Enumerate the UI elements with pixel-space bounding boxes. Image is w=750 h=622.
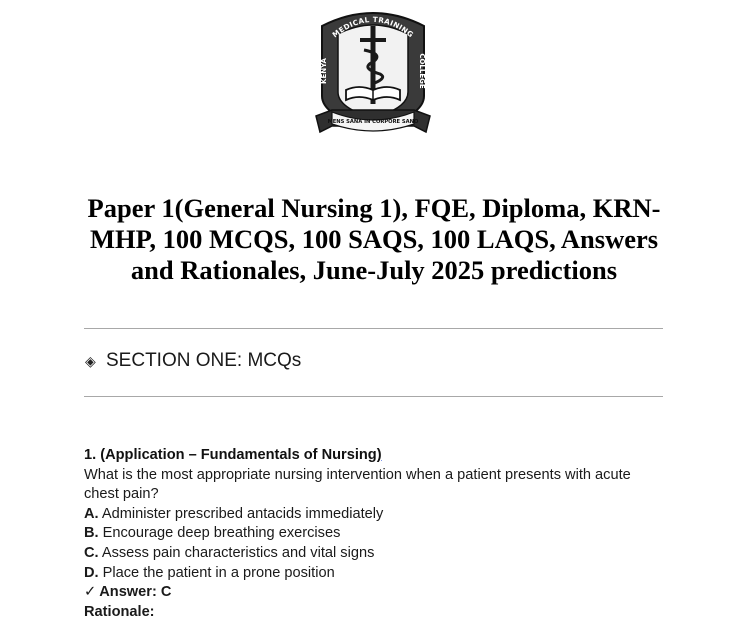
diamond-icon: ◈ — [85, 352, 96, 369]
option-text: Place the patient in a prone position — [98, 564, 335, 581]
option-text: Administer prescribed antacids immediately — [98, 505, 384, 522]
logo-right-text: COLLEGE — [418, 53, 426, 89]
option-b — [84, 524, 664, 544]
rationale-label: Rationale: — [84, 603, 155, 620]
question-heading-text: 1. (Application – Fundamentals of Nursing — [84, 447, 377, 463]
divider-top — [84, 328, 663, 329]
option-letter: C. — [84, 544, 99, 561]
section-heading — [85, 348, 301, 374]
question-heading-close: ) — [376, 447, 382, 463]
option-c — [84, 544, 664, 564]
question-text: What is the most appropriate nursing intervention when a patient presents with acute chest pain? — [84, 466, 631, 503]
logo-top-text: MEDICAL TRAINING — [330, 14, 416, 40]
option-letter: B. — [84, 525, 99, 542]
svg-text:KENYA — [320, 57, 328, 84]
document-title: Paper 1(General Nursing 1), FQE, Diploma, KRN-MHP, 100 MCQS, 100 SAQS, 100 LAQS, Answers and Rationales, June-July 2025 predictions — [87, 193, 661, 285]
option-a — [84, 505, 664, 525]
question-heading — [84, 446, 664, 466]
option-text: Encourage deep breathing exercises — [98, 525, 341, 542]
section-label: SECTION ONE: MCQs — [106, 350, 302, 371]
answer-line — [84, 583, 664, 603]
svg-text:COLLEGE — [418, 53, 426, 89]
check-icon: ✓ — [84, 584, 97, 601]
divider-bottom — [84, 396, 663, 397]
option-text: Assess pain characteristics and vital signs — [98, 544, 375, 561]
logo-motto: MENS SANA IN CORPORE SANO — [327, 119, 419, 125]
option-d — [84, 564, 664, 584]
option-letter: D. — [84, 564, 99, 581]
option-letter: A. — [84, 505, 99, 522]
college-logo — [314, 4, 432, 138]
question-block — [84, 446, 664, 622]
answer-text: Answer: C — [99, 584, 172, 601]
logo-left-text: KENYA — [320, 58, 328, 84]
